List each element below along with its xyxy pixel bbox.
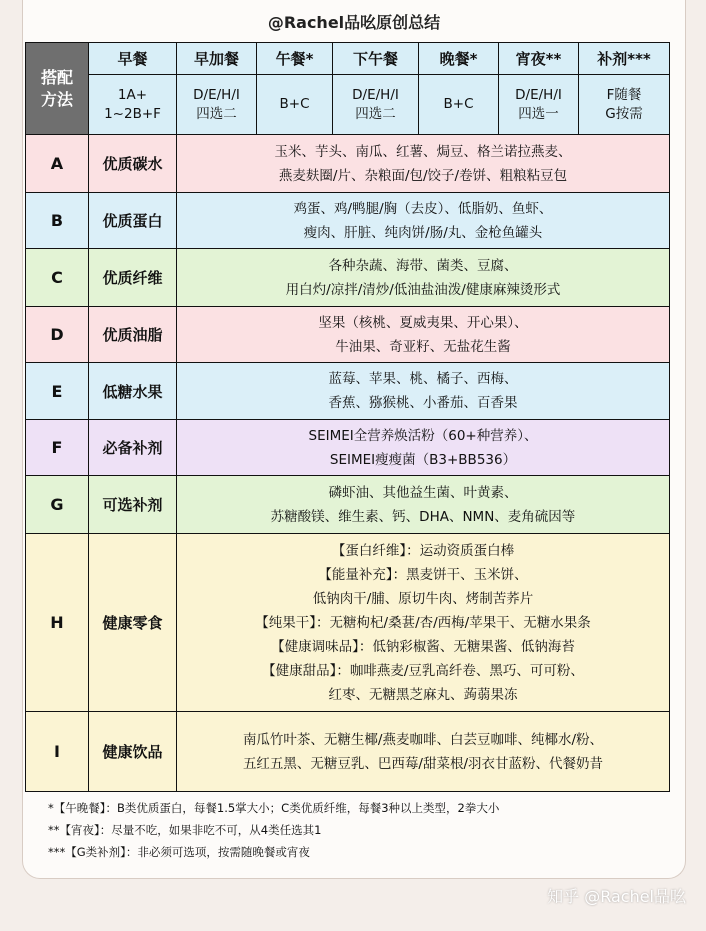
food-example-line: 用白灼/凉拌/清炒/低油盐油泼/健康麻辣烫形式 (285, 281, 561, 298)
category-name: 优质碳水 (89, 135, 177, 193)
text-line: 四选二 (196, 105, 237, 122)
text-line: 搭配 (40, 67, 73, 87)
category-name: 优质纤维 (89, 249, 177, 307)
table-row (26, 135, 670, 193)
text-line: D/E/H/I (352, 86, 399, 103)
food-example-line: 鸡蛋、鸡/鸭腿/胸（去皮）、低脂奶、鱼虾、 (293, 200, 553, 217)
category-name: 可选补剂 (89, 476, 177, 534)
category-name: 必备补剂 (89, 420, 177, 476)
category-name: 健康饮品 (89, 712, 177, 792)
food-example-line: 磷虾油、其他益生菌、叶黄素、 (328, 484, 518, 501)
meal-breakfast: 早餐 (89, 43, 177, 75)
food-example-line: 坚果（核桃、夏威夷果、开心果）、 (318, 314, 528, 331)
table-row (26, 534, 670, 712)
food-example-line: 玉米、芋头、南瓜、红薯、焗豆、格兰诺拉燕麦、 (274, 143, 572, 160)
food-example-line: SEIMEI全营养焕活粉（60+种营养）、 (308, 427, 538, 444)
text-line: B+C (443, 96, 474, 112)
footnote-supplement: ***【G类补剂】：非必须可选项，按需随晚餐或宵夜 (48, 845, 310, 859)
category-letter: B (26, 193, 89, 249)
food-example-line: 【能量补充】：黑麦饼干、玉米饼、 (318, 566, 528, 583)
meal-supplement: 补剂*** (579, 43, 670, 75)
text-line: 1A+ (117, 86, 148, 103)
category-letter: A (26, 135, 89, 193)
text-line: 方法 (40, 89, 73, 109)
food-example-line: 南瓜竹叶茶、无糖生椰/燕麦咖啡、白芸豆咖啡、纯椰水/粉、 (242, 731, 604, 748)
food-example-line: 【健康调味品】：低钠彩椒酱、无糖果酱、低钠海苔 (271, 638, 575, 655)
meal-afternoon: 下午餐 (333, 43, 419, 75)
food-example-line: 五红五黑、无糖豆乳、巴西莓/甜菜根/羽衣甘蓝粉、代餐奶昔 (242, 755, 604, 772)
watermark: 知乎 @Rachel品吆 (547, 887, 686, 906)
category-name: 健康零食 (89, 534, 177, 712)
food-examples (177, 712, 670, 792)
table-row (26, 307, 670, 363)
text-line: D/E/H/I (193, 86, 240, 103)
footnotes (48, 797, 686, 863)
text-line: G按需 (605, 105, 643, 122)
food-example-line: SEIMEI瘦瘦菌（B3+BB536） (329, 451, 517, 468)
category-letter: E (26, 363, 89, 420)
footnote-late-night: **【宵夜】：尽量不吃，如果非吃不可，从4类任选其1 (48, 823, 322, 837)
meal-plan-table (25, 42, 670, 792)
table-row (26, 476, 670, 534)
text-line: 四选一 (518, 105, 559, 122)
method-cell (499, 75, 579, 135)
category-letter: H (26, 534, 89, 712)
text-line: 四选二 (355, 105, 396, 122)
text-line: 1~2B+F (104, 105, 161, 122)
method-cell (333, 75, 419, 135)
table-row (26, 249, 670, 307)
food-example-line: 【健康甜品】：咖啡燕麦/豆乳高纤卷、黑巧、可可粉、 (262, 662, 584, 679)
food-example-line: 低钠肉干/脯、原切牛肉、烤制苦荞片 (312, 590, 534, 607)
category-name: 低糖水果 (89, 363, 177, 420)
method-cell (177, 75, 257, 135)
table-row (26, 712, 670, 792)
food-example-line: 红枣、无糖黑芝麻丸、蒟蒻果冻 (328, 686, 518, 703)
food-example-line: 牛油果、奇亚籽、无盐花生酱 (335, 338, 511, 355)
food-example-line: 【蛋白纤维】：运动资质蛋白棒 (331, 542, 515, 559)
category-name: 优质油脂 (89, 307, 177, 363)
food-example-line: 各种杂蔬、海带、菌类、豆腐、 (328, 257, 518, 274)
food-examples (177, 249, 670, 307)
meal-late-night: 宵夜** (499, 43, 579, 75)
food-example-line: 香蕉、猕猴桃、小番茄、百香果 (328, 395, 518, 411)
food-examples (177, 193, 670, 249)
method-row (26, 75, 670, 135)
food-category-rows (26, 135, 670, 792)
food-example-line: 蓝莓、苹果、桃、橘子、西梅、 (328, 371, 518, 387)
text-line: F随餐 (606, 86, 642, 103)
food-example-line: 燕麦麸圈/片、杂粮面/包/饺子/卷饼、粗粮粘豆包 (278, 167, 568, 184)
table-row (26, 420, 670, 476)
method-cell (257, 75, 333, 135)
category-letter: C (26, 249, 89, 307)
food-examples (177, 420, 670, 476)
food-examples (177, 534, 670, 712)
category-letter: G (26, 476, 89, 534)
food-example-line: 苏糖酸镁、维生素、钙、DHA、NMN、麦角硫因等 (270, 508, 576, 525)
category-letter: D (26, 307, 89, 363)
meal-morning-snack: 早加餐 (177, 43, 257, 75)
text-line: D/E/H/I (515, 86, 562, 103)
meal-lunch: 午餐* (257, 43, 333, 75)
food-examples (177, 476, 670, 534)
combo-method-label (26, 43, 89, 135)
table-row (26, 193, 670, 249)
method-cell (419, 75, 499, 135)
footnote-lunch-dinner: *【午晚餐】：B类优质蛋白，每餐1.5掌大小；C类优质纤维，每餐3种以上类型，2拳大小 (48, 801, 500, 815)
table-row (26, 363, 670, 420)
food-example-line: 瘦肉、肝脏、纯肉饼/肠/丸、金枪鱼罐头 (303, 224, 543, 241)
page-title: @Rachel品吆原创总结 (267, 12, 441, 32)
food-examples (177, 307, 670, 363)
meal-dinner: 晚餐* (419, 43, 499, 75)
method-cell (579, 75, 670, 135)
meal-header-row (26, 43, 670, 75)
category-letter: F (26, 420, 89, 476)
category-name: 优质蛋白 (89, 193, 177, 249)
food-example-line: 【纯果干】：无糖枸杞/桑葚/杏/西梅/苹果干、无糖水果条 (255, 614, 591, 631)
category-letter: I (26, 712, 89, 792)
food-examples (177, 135, 670, 193)
combo-method-text (26, 67, 88, 111)
food-examples (177, 363, 670, 420)
text-line: B+C (279, 96, 310, 112)
method-cell (89, 75, 177, 135)
